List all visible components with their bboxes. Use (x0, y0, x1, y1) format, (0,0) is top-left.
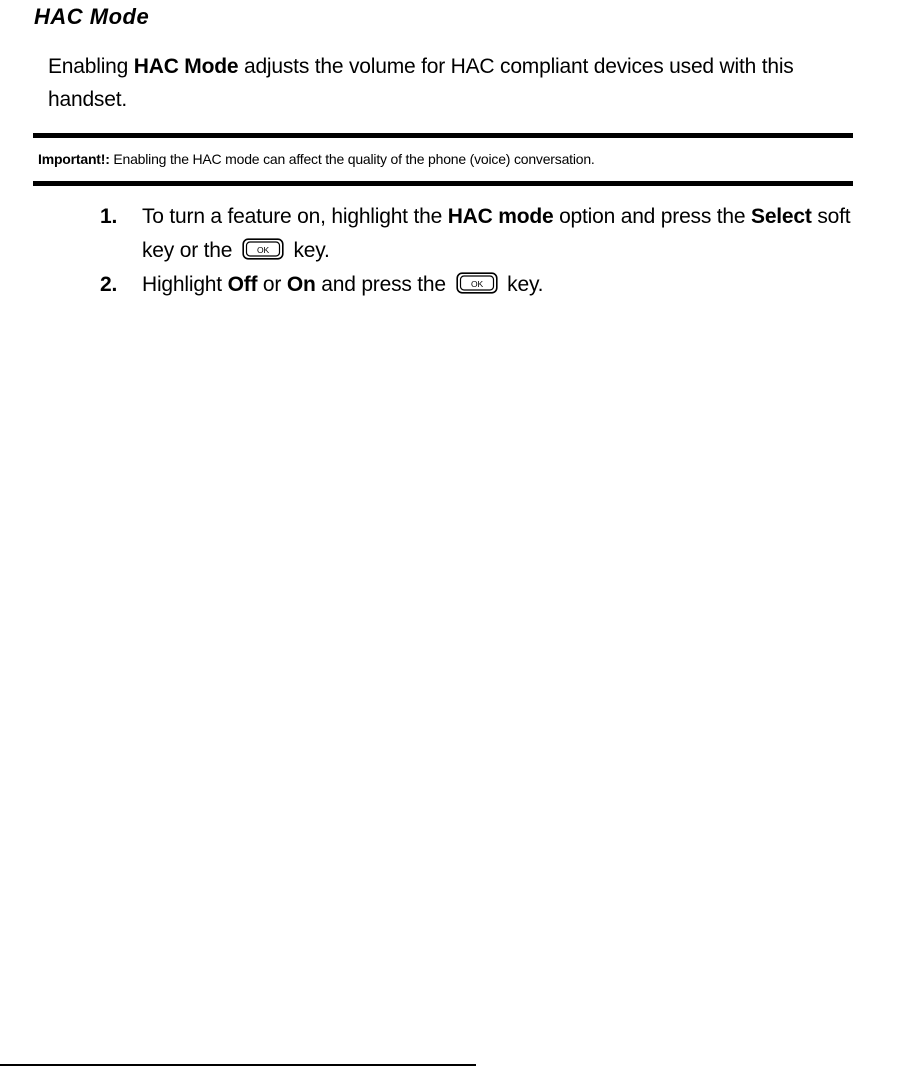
step-bold-term: HAC mode (447, 205, 554, 228)
section-heading: HAC Mode (34, 4, 150, 29)
important-bottom-rule (33, 181, 853, 186)
step-number: 1. (100, 205, 118, 228)
step-text: and press the (315, 273, 452, 296)
ok-key-label: OK (256, 245, 269, 256)
intro-text-2: adjusts the volume for HAC compliant devices used with this handset. (48, 55, 794, 111)
step-text: soft key or the (142, 205, 851, 262)
step-text: option and press the (553, 205, 752, 228)
intro-bold-term: HAC Mode (133, 55, 239, 78)
step-text: key. (287, 239, 330, 262)
intro-text-1: Enabling (48, 55, 134, 78)
step-text: or (257, 273, 287, 296)
steps-list (100, 200, 860, 302)
step-text: To turn a feature on, highlight the (142, 205, 448, 228)
step-text: Highlight (142, 273, 228, 296)
step-bold-term: On (286, 273, 316, 296)
important-label: Important!: (38, 151, 110, 167)
ok-key-label: OK (470, 279, 483, 290)
step-number: 2. (100, 273, 118, 296)
step-text: key. (501, 273, 544, 296)
ok-key-icon (242, 238, 284, 260)
intro-paragraph (48, 50, 848, 116)
step-1 (100, 200, 860, 268)
important-note (38, 150, 595, 168)
step-2 (100, 268, 860, 302)
ok-key-icon (456, 272, 498, 294)
step-bold-term: Select (751, 205, 812, 228)
footer-rule (0, 1064, 476, 1066)
important-text: Enabling the HAC mode can affect the quality of the phone (voice) conversation. (109, 151, 595, 167)
step-bold-term: Off (227, 273, 258, 296)
important-top-rule (33, 133, 853, 138)
